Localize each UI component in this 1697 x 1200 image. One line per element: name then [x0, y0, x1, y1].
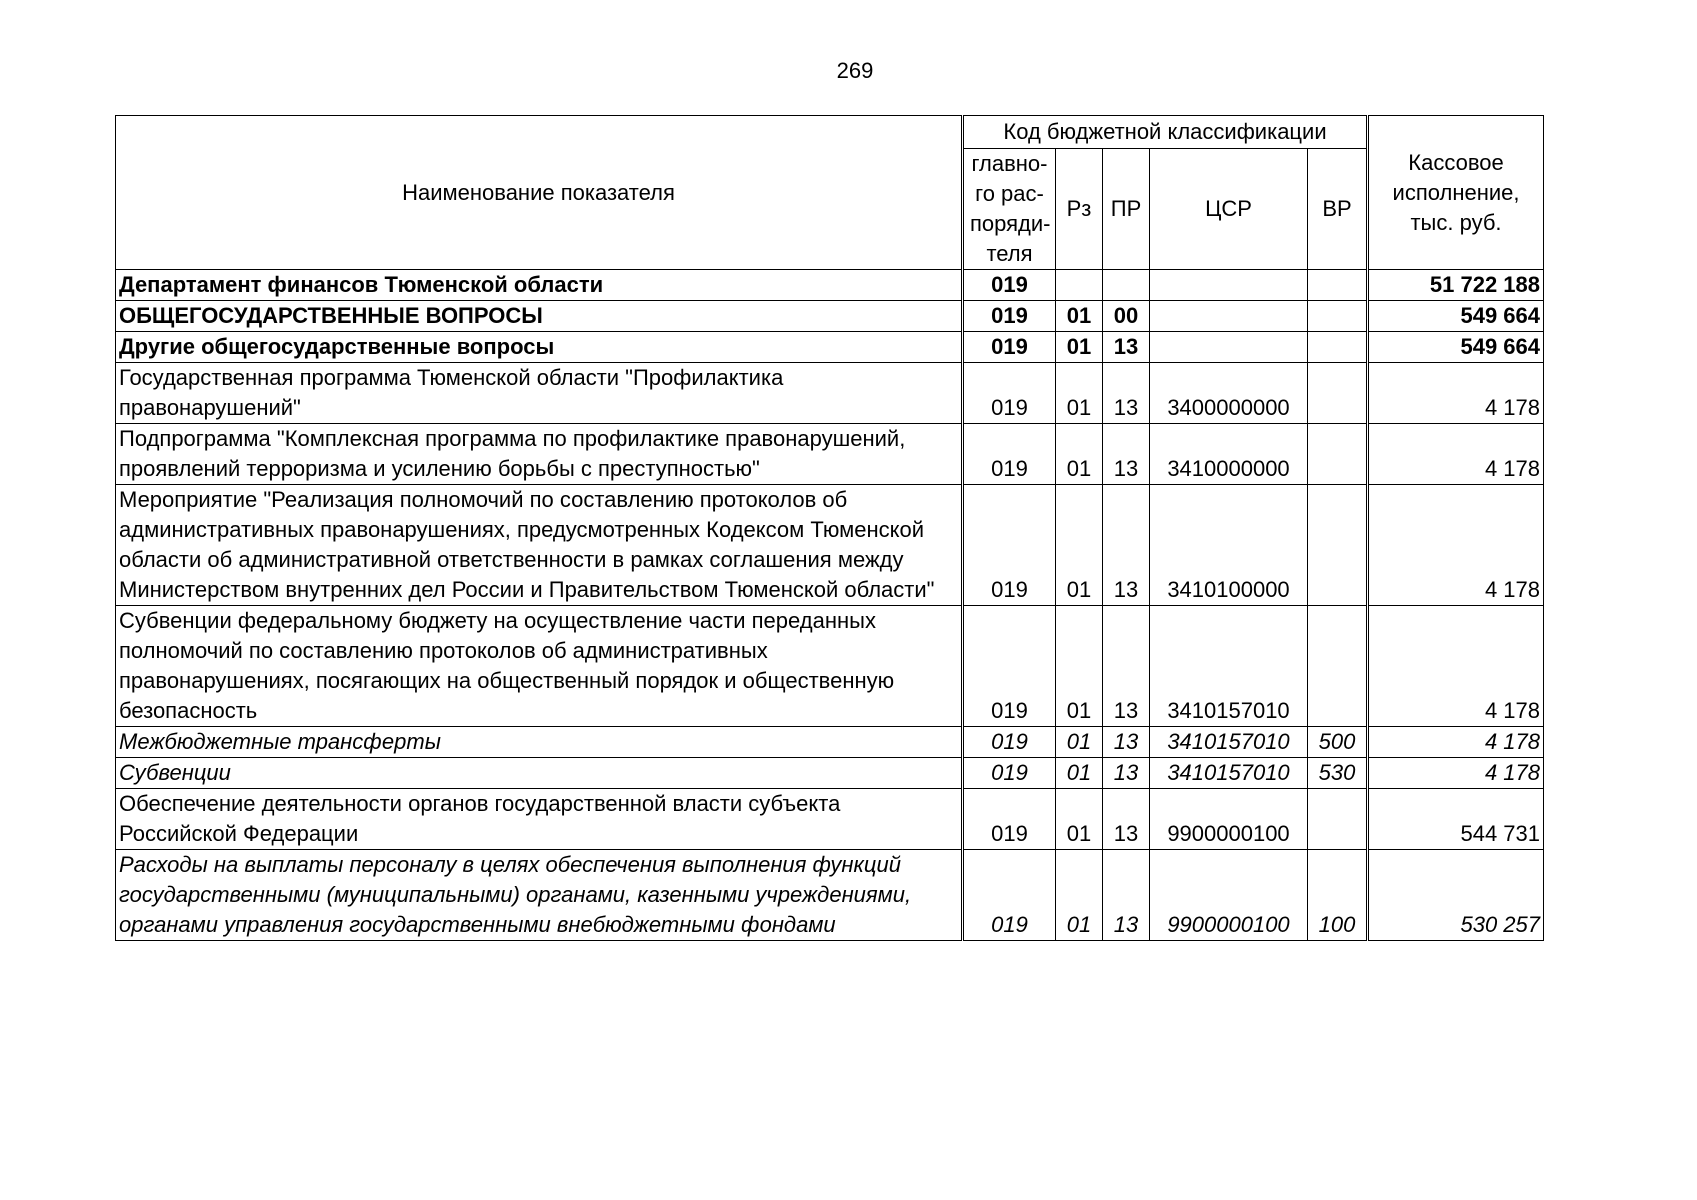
table-row	[116, 301, 1544, 332]
table-row	[116, 758, 1544, 789]
row-name: Расходы на выплаты персоналу в целях обеспечения выполнения функций государственными (муниципальными) органами, казенными учреждениями, органами управления государственными внебюджетными фондами	[116, 850, 963, 941]
row-vr	[1308, 301, 1368, 332]
row-pr: 13	[1103, 758, 1150, 789]
row-amount: 4 178	[1368, 606, 1544, 727]
row-name: ОБЩЕГОСУДАРСТВЕННЫЕ ВОПРОСЫ	[116, 301, 963, 332]
row-amount: 4 178	[1368, 758, 1544, 789]
header-amount: Кассовое исполнение, тыс. руб.	[1368, 116, 1544, 270]
table-row	[116, 332, 1544, 363]
row-pr	[1103, 270, 1150, 301]
row-csr: 3410157010	[1150, 727, 1308, 758]
row-pr: 13	[1103, 485, 1150, 606]
row-csr	[1150, 270, 1308, 301]
header-rz: Рз	[1056, 149, 1103, 270]
table-row	[116, 363, 1544, 424]
header-csr: ЦСР	[1150, 149, 1308, 270]
row-rz: 01	[1056, 301, 1103, 332]
row-main-manager: 019	[963, 485, 1056, 606]
row-csr	[1150, 301, 1308, 332]
row-amount: 4 178	[1368, 424, 1544, 485]
table-row	[116, 727, 1544, 758]
row-vr: 500	[1308, 727, 1368, 758]
row-vr	[1308, 270, 1368, 301]
row-rz: 01	[1056, 727, 1103, 758]
row-csr: 3410157010	[1150, 606, 1308, 727]
table-row	[116, 270, 1544, 301]
row-vr	[1308, 789, 1368, 850]
row-rz: 01	[1056, 332, 1103, 363]
row-name: Департамент финансов Тюменской области	[116, 270, 963, 301]
row-vr	[1308, 332, 1368, 363]
row-main-manager: 019	[963, 270, 1056, 301]
row-name: Подпрограмма "Комплексная программа по профилактике правонарушений, проявлений терроризма и усилению борьбы с преступностью"	[116, 424, 963, 485]
row-pr: 13	[1103, 789, 1150, 850]
row-csr: 3410157010	[1150, 758, 1308, 789]
row-main-manager: 019	[963, 332, 1056, 363]
row-vr	[1308, 424, 1368, 485]
row-main-manager: 019	[963, 789, 1056, 850]
row-vr	[1308, 363, 1368, 424]
row-main-manager: 019	[963, 301, 1056, 332]
row-name: Государственная программа Тюменской области "Профилактика правонарушений"	[116, 363, 963, 424]
row-pr: 13	[1103, 332, 1150, 363]
row-pr: 13	[1103, 850, 1150, 941]
header-code-group: Код бюджетной классификации	[963, 116, 1368, 149]
row-rz: 01	[1056, 789, 1103, 850]
row-csr: 3410100000	[1150, 485, 1308, 606]
row-main-manager: 019	[963, 424, 1056, 485]
row-pr: 00	[1103, 301, 1150, 332]
row-amount: 530 257	[1368, 850, 1544, 941]
table-header	[116, 116, 1544, 270]
row-name: Мероприятие "Реализация полномочий по составлению протоколов об административных правонарушениях, предусмотренных Кодексом Тюменской области об административной ответственности в рамках соглашения между Министерством внутренних дел России и Правительством Тюменской области"	[116, 485, 963, 606]
header-main-manager: главно-го рас-поряди-теля	[963, 149, 1056, 270]
row-main-manager: 019	[963, 758, 1056, 789]
row-csr: 3410000000	[1150, 424, 1308, 485]
row-rz: 01	[1056, 606, 1103, 727]
row-amount: 4 178	[1368, 363, 1544, 424]
row-vr: 530	[1308, 758, 1368, 789]
row-rz: 01	[1056, 850, 1103, 941]
header-name: Наименование показателя	[116, 116, 963, 270]
table-row	[116, 606, 1544, 727]
row-rz	[1056, 270, 1103, 301]
row-pr: 13	[1103, 363, 1150, 424]
row-csr: 3400000000	[1150, 363, 1308, 424]
row-main-manager: 019	[963, 850, 1056, 941]
table-body	[116, 270, 1544, 941]
row-name: Другие общегосударственные вопросы	[116, 332, 963, 363]
header-vr: ВР	[1308, 149, 1368, 270]
budget-table	[115, 115, 1544, 941]
row-vr	[1308, 485, 1368, 606]
row-pr: 13	[1103, 424, 1150, 485]
row-rz: 01	[1056, 363, 1103, 424]
row-amount: 549 664	[1368, 301, 1544, 332]
row-amount: 544 731	[1368, 789, 1544, 850]
table-row	[116, 789, 1544, 850]
row-csr: 9900000100	[1150, 850, 1308, 941]
row-name: Межбюджетные трансферты	[116, 727, 963, 758]
table-row	[116, 424, 1544, 485]
row-name: Субвенции	[116, 758, 963, 789]
row-main-manager: 019	[963, 606, 1056, 727]
row-main-manager: 019	[963, 727, 1056, 758]
row-name: Обеспечение деятельности органов государственной власти субъекта Российской Федерации	[116, 789, 963, 850]
row-amount: 4 178	[1368, 485, 1544, 606]
page-number: 269	[836, 58, 874, 83]
row-csr: 9900000100	[1150, 789, 1308, 850]
row-amount: 549 664	[1368, 332, 1544, 363]
row-rz: 01	[1056, 424, 1103, 485]
row-pr: 13	[1103, 727, 1150, 758]
header-pr: ПР	[1103, 149, 1150, 270]
row-vr	[1308, 606, 1368, 727]
table-row	[116, 850, 1544, 941]
row-name: Субвенции федеральному бюджету на осуществление части переданных полномочий по составлению протоколов об административных правонарушениях, посягающих на общественный порядок и общественную безопасность	[116, 606, 963, 727]
row-csr	[1150, 332, 1308, 363]
row-rz: 01	[1056, 758, 1103, 789]
row-main-manager: 019	[963, 363, 1056, 424]
row-pr: 13	[1103, 606, 1150, 727]
row-amount: 51 722 188	[1368, 270, 1544, 301]
row-rz: 01	[1056, 485, 1103, 606]
row-amount: 4 178	[1368, 727, 1544, 758]
table-row	[116, 485, 1544, 606]
row-vr: 100	[1308, 850, 1368, 941]
